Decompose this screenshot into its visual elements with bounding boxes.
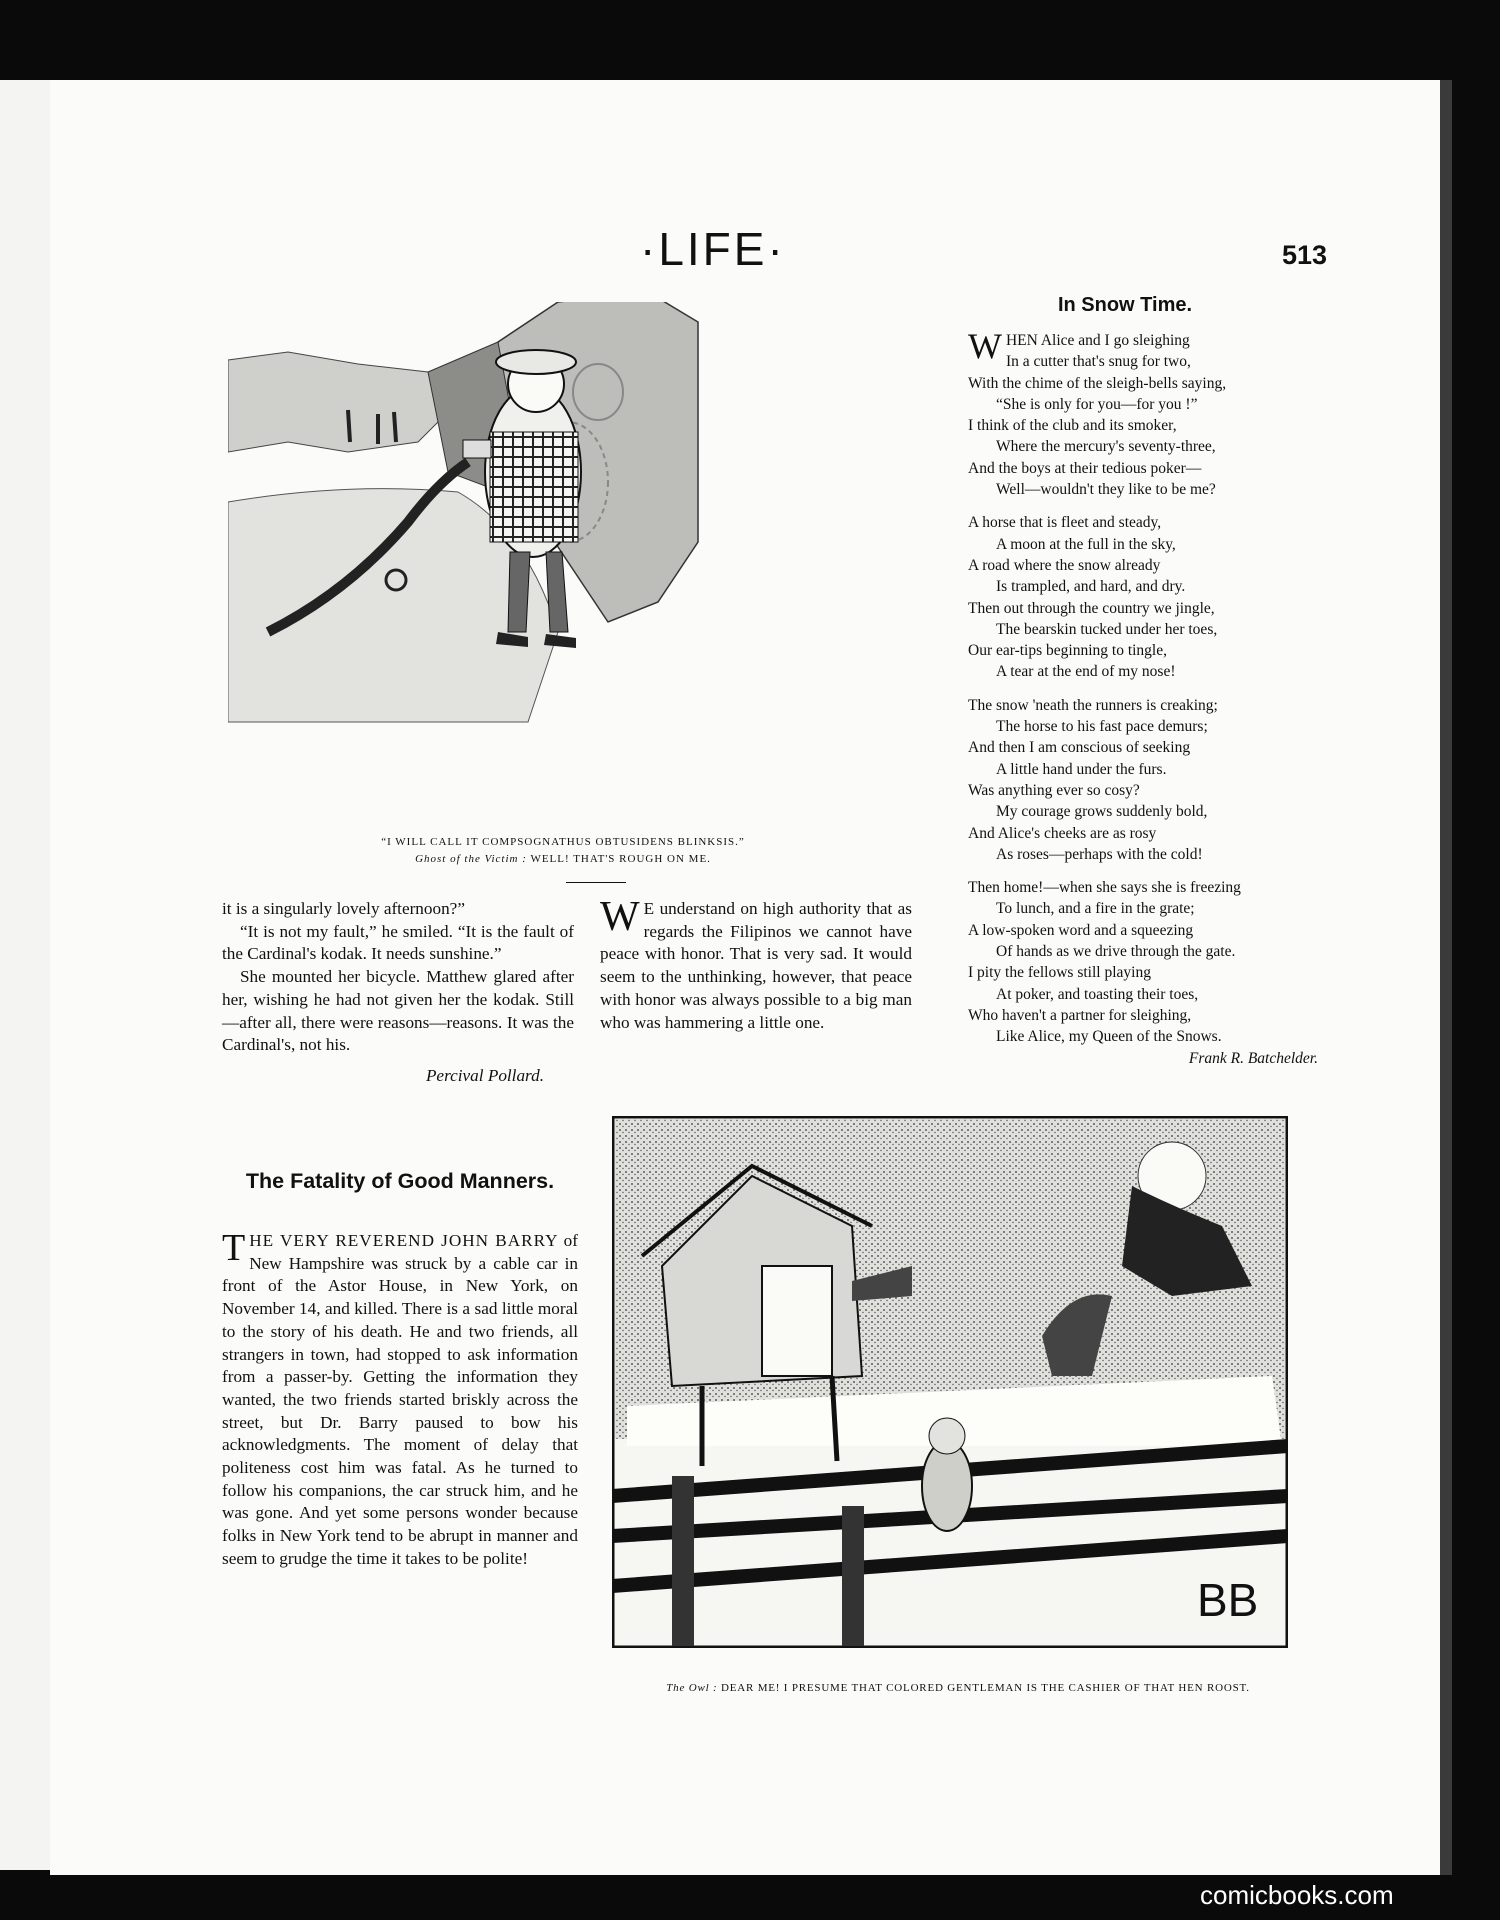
page-number: 513 [1282,240,1328,270]
poem-line: I think of the club and its smoker, [968,417,1177,435]
poem-body [968,326,1318,1069]
site-watermark: comicbooks.com [1200,1880,1394,1910]
story-paragraph: it is a singularly lovely afternoon?” [222,899,465,918]
poem-line: As roses—perhaps with the cold! [996,845,1203,863]
poem-line: A horse that is fleet and steady, [968,514,1162,532]
poem-line: The snow 'neath the runners is creaking; [968,696,1218,714]
story-end-column [222,898,574,1088]
page-binding-edge [1440,80,1452,1875]
poem-line: The horse to his fast pace demurs; [996,718,1208,736]
article-title: The Fatality of Good Manners. [245,1169,555,1193]
article-dropcap: T [222,1227,246,1269]
poem-line: A road where the snow already [968,556,1161,574]
story-author: Percival Pollard. [425,1065,544,1085]
poem-title: In Snow Time. [1057,294,1193,316]
artist-monogram: BB [1197,1574,1259,1626]
note-dropcap: W [600,894,640,940]
owl-henhouse-cartoon [612,1116,1288,1648]
poem-dropcap: W [968,326,1002,366]
top-cartoon-caption [228,834,898,868]
story-paragraph: “It is not my fault,” he smiled. “It is the fault of the Cardinal's kodak. It needs sunshine.” [222,921,574,964]
poem-line: Of hands as we drive through the gate. [996,943,1236,961]
poem-line: Was anything ever so cosy? [968,781,1140,799]
poem-line: HEN Alice and I go sleighing [1005,332,1190,349]
poem-line: Then out through the country we jingle, [968,599,1215,617]
owl-caption-speech: DEAR ME! I PRESUME THAT COLORED GENTLEMAN IS THE CASHIER OF THAT HEN ROOST. [717,1682,1250,1694]
poem-line: Where the mercury's seventy-three, [996,438,1216,456]
poem-line: To lunch, and a fire in the grate; [996,900,1195,918]
poem-line: Then home!—when she says she is freezing [968,879,1241,897]
poem-line: And Alice's cheeks are as rosy [968,824,1157,842]
story-paragraph: She mounted her bicycle. Matthew glared after her, wishing he had not given her the kodak. Still—after all, there were reasons—reasons. It was the Cardinal's, not his. [222,967,574,1055]
poem-line: Who haven't a partner for sleighing, [968,1006,1192,1024]
poem-line: And then I am conscious of seeking [968,739,1191,757]
poem-line: My courage grows suddenly bold, [996,803,1208,821]
article-body [222,1227,578,1571]
poem-line: At poker, and toasting their toes, [996,985,1199,1003]
poem-line: Is trampled, and hard, and dry. [996,578,1186,596]
paleontologist-cartoon [228,302,898,772]
poem-author: Frank R. Batchelder. [1188,1049,1318,1067]
poem-line: “She is only for you—for you !” [996,395,1198,413]
poem-line: A tear at the end of my nose! [996,663,1176,681]
article-lead: HE VERY REVEREND JOHN BARRY [249,1231,559,1250]
poem-line: Like Alice, my Queen of the Snows. [996,1028,1222,1046]
poem-line: I pity the fellows still playing [968,964,1151,982]
note-text: E understand on high authority that as regards the Filipinos we cannot have peace with honor. That is very sad. It would seem to the unthinking, however, that peace with honor was always possible to a big man who was hammering a little one. [600,899,912,1032]
poem-line: A little hand under the furs. [996,760,1167,778]
owl-cartoon-caption [598,1682,1318,1694]
poem-line: And the boys at their tedious poker— [968,459,1202,477]
top-caption-response [228,851,898,868]
caption-divider [566,882,626,883]
filipino-note [600,894,912,1034]
top-caption-speaker: Ghost of the Victim : [415,853,527,865]
top-caption-quote: “I WILL CALL IT COMPSOGNATHUS OBTUSIDENS BLINKSIS.” [381,836,745,848]
poem-line: Well—wouldn't they like to be me? [996,481,1216,499]
poem-line: A low-spoken word and a squeezing [968,921,1194,939]
poem-line: A moon at the full in the sky, [996,535,1176,553]
article-text: of New Hampshire was struck by a cable car in front of the Astor House, in New York, on November 14, and killed. There is a sad little moral to the story of his death. He and two friends, all strangers in town, had stopped to ask information from a passer-by. Getting the information they wanted, the two friends started briskly across the street, but Dr. Barry paused to bow his acknowledgments. The moment of delay that politeness cost him was fatal. As he turned to follow his companions, the car struck him, and he was gone. And yet some persons wonder because folks in New York tend to be abrupt in manner and seem to grudge the time it takes to be polite! [222,1231,578,1568]
poem-line: With the chime of the sleigh-bells saying, [968,374,1227,392]
owl-caption-speaker: The Owl : [666,1682,718,1694]
poem-line: In a cutter that's snug for two, [1005,353,1191,371]
masthead: ·LIFE· [640,223,786,275]
poem-line: Our ear-tips beginning to tingle, [968,642,1167,660]
poem-line: The bearskin tucked under her toes, [996,620,1218,638]
top-caption-speech: WELL! THAT'S ROUGH ON ME. [526,853,711,865]
